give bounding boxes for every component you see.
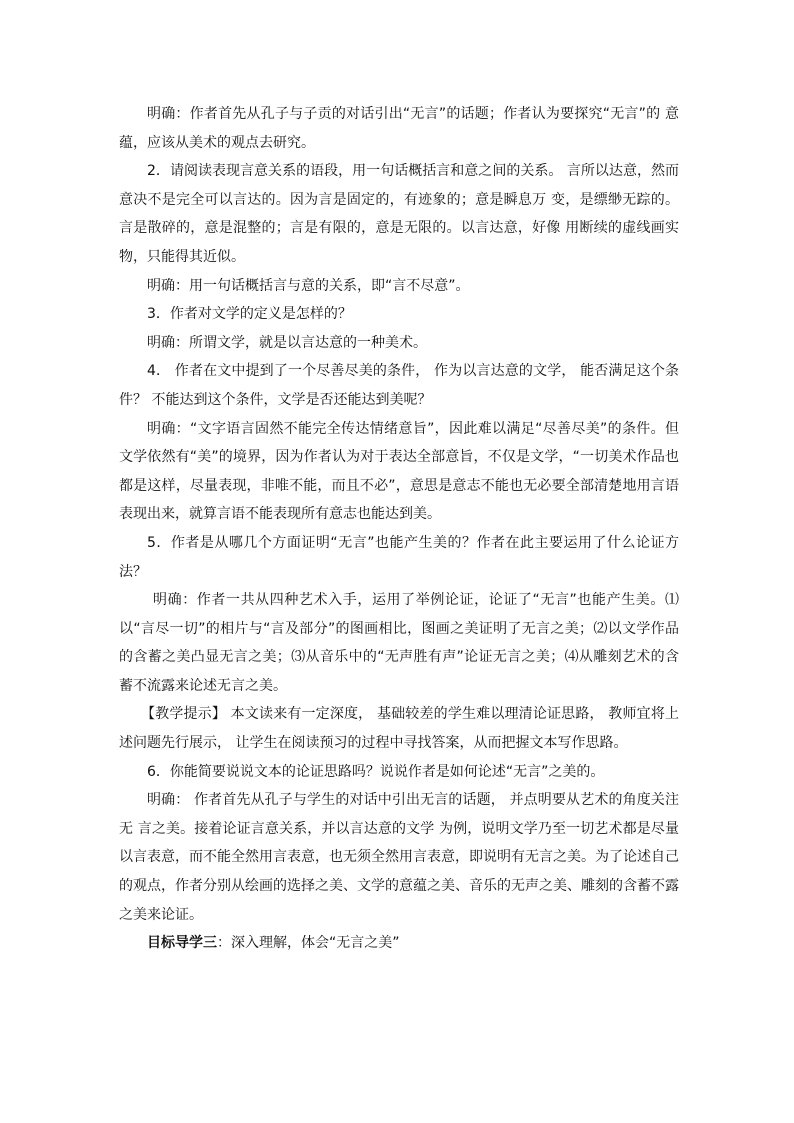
section-heading-label: 目标导学三 <box>147 935 217 952</box>
paragraph-question-5: 5．作者是从哪几个方面证明“无言”也能产生美的？作者在此主要运用了什么论证方法？ <box>119 534 679 580</box>
paragraph-answer-5: 明确：作者一共从四种艺术入手，运用了举例论证，论证了“无言”也能产生美。⑴以“言尽一切”的相片与“言及部分”的图画相比，图画之美证明了无言之美；⑵以文学作品的含蓄之美凸显无言之美；⑶从音乐中的“无声胜有声”论证无言之美；⑷从雕刻艺术的含蓄不流露来论述无言之美。 <box>119 592 679 694</box>
section-heading-text: ：深入理解，体会“无言之美” <box>217 935 400 952</box>
paragraph-teaching-hint: 【教学提示】 本文读来有一定深度， 基础较差的学生难以理清论证思路， 教师宜将上述问题先行展示， 让学生在阅读预习的过程中寻找答案，从而把握文本写作思路。 <box>119 706 679 752</box>
paragraph-question-6: 6．你能简要说说文本的论证思路吗？说说作者是如何论述“无言”之美的。 <box>147 763 605 780</box>
paragraph-answer-3: 明确：所谓文学，就是以言达意的一种美术。 <box>147 334 427 351</box>
paragraph-answer-4: 明确：“文字语言固然不能完全传达情绪意旨”，因此难以满足“尽善尽美”的条件。但文学依然有“美”的境界，因为作者认为对于表达全部意旨，不仅是文学，“一切美术作品也都是这样，尽量表现，非唯不能，而且不必”，意思是意志不能也无必要全部清楚地用言语表现出来，就算言语不能表现所有意志也能达到美。 <box>119 420 679 523</box>
paragraph-answer-6: 明确： 作者首先从孔子与学生的对话中引出无言的话题， 并点明要从艺术的角度关注无 言之美。接着论证言意关系，并以言达意的文学 为例，说明文学乃至一切艺术都是尽量以言表意，而不能全然用言表意，也无须全然用言表意，即说明有无言之美。为了论述自己的观点，作者分别从绘画的选择之美、文学的意蕴之美、音乐的无声之美、雕刻的含蓄不露之美来论证。 <box>119 792 679 923</box>
paragraph-question-3: 3．作者对文学的定义是怎样的？ <box>147 306 352 323</box>
paragraph-question-4: 4． 作者在文中提到了一个尽善尽美的条件， 作为以言达意的文学， 能否满足这个条件？ 不能达到这个条件，文学是否还能达到美呢？ <box>119 363 679 408</box>
paragraph-question-2: 2．请阅读表现言意关系的语段，用一句话概括言和意之间的关系。 言所以达意，然而意决不是完全可以言达的。因为言是固定的，有迹象的；意是瞬息万 变，是缥缈无踪的。言是散碎的，意是混整的；言是有限的，意是无限的。以言达意，好像 用断续的虚线画实物，只能得其近似。 <box>119 163 679 265</box>
document-body <box>119 100 679 958</box>
paragraph-answer-2: 明确：用一句话概括言与意的关系，即“言不尽意”。 <box>147 277 470 294</box>
section-heading <box>119 929 679 958</box>
paragraph-answer-1: 明确：作者首先从孔子与子贡的对话引出“无言”的话题；作者认为要探究“无言”的 意蕴，应该从美术的观点去研究。 <box>119 106 679 151</box>
